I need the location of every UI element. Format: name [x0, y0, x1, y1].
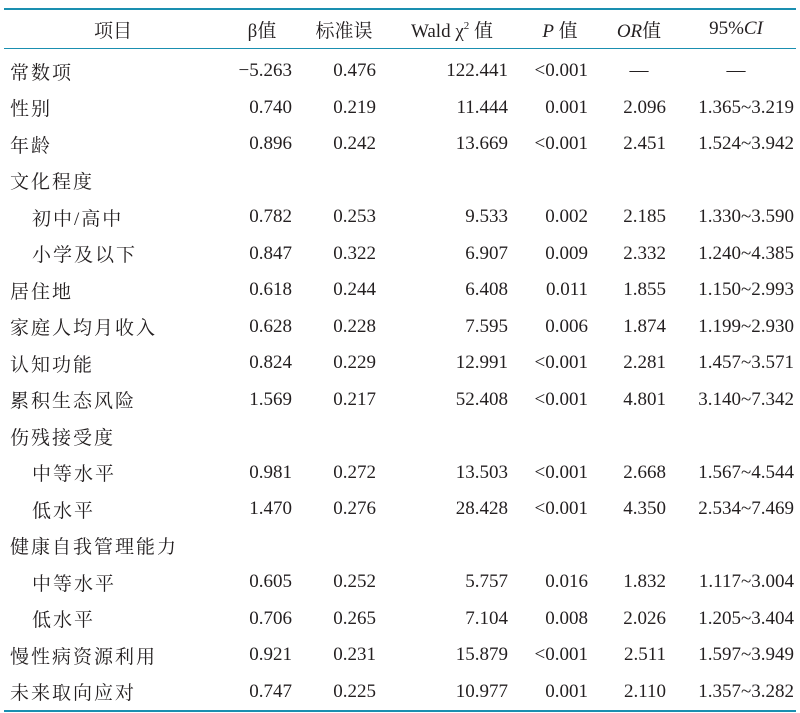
cell-se: 0.476	[333, 60, 376, 82]
cell-wald: 6.408	[465, 279, 508, 301]
cell-ci: 3.140~7.342	[698, 388, 794, 410]
cell-wald: 28.428	[455, 498, 508, 520]
cell-se: 0.244	[333, 279, 376, 301]
table-row	[4, 455, 796, 492]
cell-wald: 52.408	[455, 388, 508, 410]
cell-p	[518, 163, 602, 200]
cell-beta: 0.824	[249, 352, 292, 374]
cell-beta: 0.740	[249, 96, 292, 118]
cell-item: 居住地	[10, 281, 74, 303]
cell-item: 家庭人均月收入	[10, 318, 158, 340]
cell-se	[302, 418, 386, 455]
header-or-suffix: 值	[642, 20, 662, 42]
cell-p: 0.001	[545, 680, 588, 702]
cell-se: 0.217	[333, 388, 376, 410]
cell-ci: 1.330~3.590	[698, 206, 794, 228]
cell-p: <0.001	[534, 133, 588, 155]
cell-item: 文化程度	[10, 172, 95, 194]
table-row	[4, 491, 796, 528]
cell-or: 4.801	[623, 388, 666, 410]
cell-p: 0.006	[545, 315, 588, 337]
table-row	[4, 601, 796, 638]
cell-item: 低水平	[32, 500, 96, 522]
cell-ci: 1.597~3.949	[698, 644, 794, 666]
cell-wald: 13.669	[455, 133, 508, 155]
cell-p: <0.001	[534, 498, 588, 520]
cell-se: 0.225	[333, 680, 376, 702]
cell-ci: 1.199~2.930	[698, 315, 794, 337]
cell-item: 初中/高中	[32, 208, 124, 230]
header-wald	[386, 9, 518, 49]
table-row	[4, 637, 796, 674]
cell-ci: 1.117~3.004	[698, 571, 794, 593]
cell-item: 低水平	[32, 610, 96, 632]
cell-or: —	[629, 60, 649, 82]
cell-beta	[222, 163, 302, 200]
cell-item: 小学及以下	[32, 245, 138, 267]
cell-se: 0.242	[333, 133, 376, 155]
cell-p: <0.001	[534, 352, 588, 374]
header-beta: β值	[247, 20, 277, 42]
header-or	[602, 9, 676, 49]
cell-p: <0.001	[534, 60, 588, 82]
cell-wald: 6.907	[465, 242, 508, 264]
cell-se: 0.252	[333, 571, 376, 593]
header-ci-ital: CI	[743, 18, 763, 39]
cell-se: 0.272	[333, 461, 376, 483]
table-row	[4, 345, 796, 382]
cell-or: 2.281	[623, 352, 666, 374]
cell-p: <0.001	[534, 388, 588, 410]
cell-ci	[676, 163, 796, 200]
cell-wald: 10.977	[455, 680, 508, 702]
cell-beta: 0.706	[249, 607, 292, 629]
cell-or: 2.110	[623, 680, 666, 702]
cell-se: 0.322	[333, 242, 376, 264]
cell-p: 0.002	[545, 206, 588, 228]
cell-item: 认知功能	[10, 354, 95, 376]
cell-wald: 12.991	[455, 352, 508, 374]
cell-beta: 0.981	[249, 461, 292, 483]
cell-beta: 0.921	[249, 644, 292, 666]
cell-beta	[222, 418, 302, 455]
cell-or: 2.332	[623, 242, 666, 264]
cell-item: 健康自我管理能力	[10, 537, 179, 559]
header-wald-suffix: 值	[469, 20, 494, 42]
cell-beta: 0.896	[249, 133, 292, 155]
cell-item: 性别	[10, 99, 53, 121]
header-wald-sup: 2	[463, 19, 470, 32]
cell-or: 2.511	[623, 644, 666, 666]
cell-ci: 1.524~3.942	[698, 133, 794, 155]
cell-ci	[676, 418, 796, 455]
cell-se: 0.265	[333, 607, 376, 629]
cell-se: 0.219	[333, 96, 376, 118]
table-row	[4, 90, 796, 127]
cell-se: 0.253	[333, 206, 376, 228]
cell-or: 2.668	[623, 461, 666, 483]
cell-item: 常数项	[10, 62, 74, 84]
cell-item: 中等水平	[32, 573, 117, 595]
cell-ci: 2.534~7.469	[698, 498, 794, 520]
cell-item: 年龄	[10, 135, 53, 157]
cell-or: 2.451	[623, 133, 666, 155]
cell-beta: 0.847	[249, 242, 292, 264]
cell-beta: 0.618	[249, 279, 292, 301]
cell-p: 0.001	[545, 96, 588, 118]
cell-wald	[386, 418, 518, 455]
table-row	[4, 126, 796, 163]
cell-p: 0.011	[545, 279, 588, 301]
cell-item: 伤残接受度	[10, 427, 116, 449]
cell-or: 2.026	[623, 607, 666, 629]
header-ci	[676, 9, 796, 49]
cell-wald: 9.533	[465, 206, 508, 228]
cell-beta: −5.263	[238, 60, 292, 82]
cell-or: 2.096	[623, 96, 666, 118]
header-row	[4, 9, 796, 49]
cell-wald: 122.441	[446, 60, 508, 82]
table-row	[4, 418, 796, 455]
cell-or: 2.185	[623, 206, 666, 228]
cell-item: 未来取向应对	[10, 683, 137, 705]
cell-se	[302, 528, 386, 565]
table-row	[4, 163, 796, 200]
cell-wald: 15.879	[455, 644, 508, 666]
cell-ci: —	[726, 60, 746, 82]
cell-wald	[386, 528, 518, 565]
header-p	[518, 9, 602, 49]
table-row	[4, 528, 796, 565]
cell-se: 0.229	[333, 352, 376, 374]
cell-or	[602, 163, 676, 200]
header-wald-prefix: Wald χ	[410, 20, 464, 42]
cell-beta	[222, 528, 302, 565]
cell-se: 0.276	[333, 498, 376, 520]
cell-se: 0.231	[333, 644, 376, 666]
cell-beta: 0.782	[249, 206, 292, 228]
cell-or	[602, 418, 676, 455]
cell-wald: 13.503	[455, 461, 508, 483]
table-row	[4, 674, 796, 712]
cell-item: 中等水平	[32, 464, 117, 486]
cell-wald: 7.104	[465, 607, 508, 629]
cell-se: 0.228	[333, 315, 376, 337]
cell-ci: 1.240~4.385	[698, 242, 794, 264]
cell-or: 1.855	[623, 279, 666, 301]
cell-beta: 0.605	[249, 571, 292, 593]
table-header	[4, 9, 796, 49]
cell-beta: 1.470	[249, 498, 292, 520]
cell-or	[602, 528, 676, 565]
cell-ci: 1.457~3.571	[698, 352, 794, 374]
regression-table	[4, 8, 796, 712]
table-body	[4, 49, 796, 712]
cell-ci: 1.357~3.282	[698, 680, 794, 702]
cell-or: 1.832	[623, 571, 666, 593]
cell-p	[518, 528, 602, 565]
cell-or: 4.350	[623, 498, 666, 520]
table-row	[4, 272, 796, 309]
table-row	[4, 309, 796, 346]
header-item: 项目	[93, 20, 132, 42]
header-ci-prefix: 95%	[709, 18, 744, 39]
cell-p	[518, 418, 602, 455]
table-row	[4, 564, 796, 601]
cell-beta: 1.569	[249, 388, 292, 410]
table-row	[4, 382, 796, 419]
cell-p: 0.009	[545, 242, 588, 264]
cell-or: 1.874	[623, 315, 666, 337]
cell-p: <0.001	[534, 644, 588, 666]
cell-ci	[676, 528, 796, 565]
cell-beta: 0.747	[249, 680, 292, 702]
header-p-suffix: 值	[553, 20, 578, 42]
header-se: 标准误	[315, 20, 373, 42]
table-row	[4, 236, 796, 273]
cell-item: 慢性病资源利用	[10, 646, 158, 668]
cell-wald: 7.595	[465, 315, 508, 337]
header-or-ital: OR	[616, 20, 643, 42]
cell-p: 0.016	[545, 571, 588, 593]
cell-p: 0.008	[545, 607, 588, 629]
cell-wald: 11.444	[456, 96, 508, 118]
cell-ci: 1.150~2.993	[698, 279, 794, 301]
table-row	[4, 199, 796, 236]
cell-beta: 0.628	[249, 315, 292, 337]
header-p-ital: P	[542, 20, 554, 42]
cell-ci: 1.365~3.219	[698, 96, 794, 118]
cell-wald	[386, 163, 518, 200]
cell-ci: 1.567~4.544	[698, 461, 794, 483]
table-row	[4, 49, 796, 90]
cell-ci: 1.205~3.404	[698, 607, 794, 629]
cell-wald: 5.757	[465, 571, 508, 593]
cell-item: 累积生态风险	[10, 391, 137, 413]
cell-se	[302, 163, 386, 200]
cell-p: <0.001	[534, 461, 588, 483]
